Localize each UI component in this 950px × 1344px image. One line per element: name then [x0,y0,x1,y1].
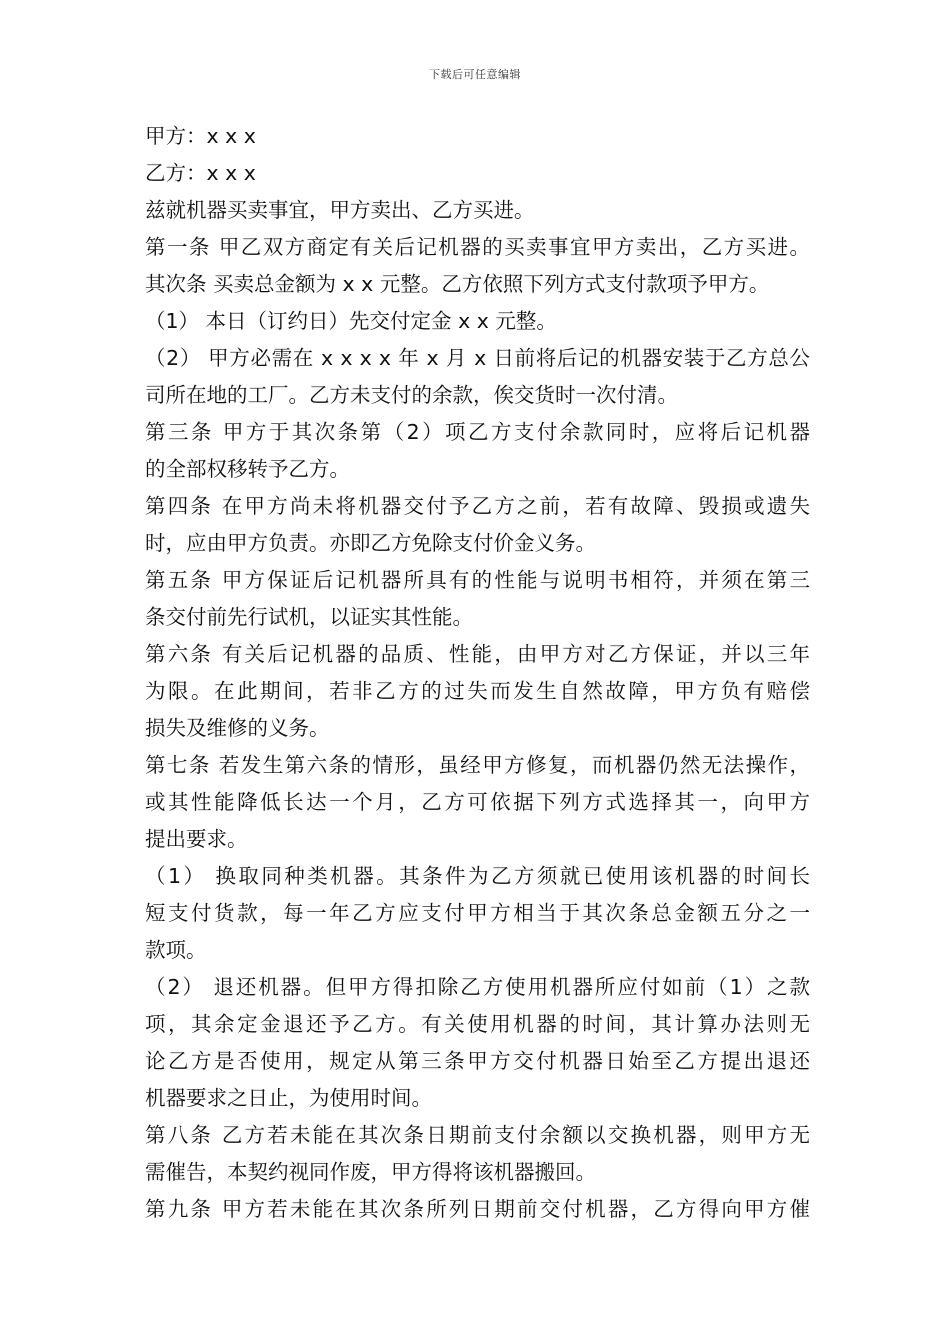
article-6-line-2: 为限。在此期间，若非乙方的过失而发生自然故障，甲方负有赔偿 [145,679,810,703]
party-a-line: 甲方：x x x [145,124,256,148]
article-2-item-1-line: （1） 本日（订约日）先交付定金 x x 元整。 [145,309,557,333]
article-2-item-2-line-2: 司所在地的工厂。乙方未支付的余款，俟交货时一次付清。 [145,383,678,407]
article-7-item-1-line-2: 短支付货款，每一年乙方应支付甲方相当于其次条总金额五分之一 [145,901,810,925]
article-3-line-1: 第三条 甲方于其次条第（2）项乙方支付余款同时，应将后记机器 [145,420,810,444]
article-8-line-1: 第八条 乙方若未能在其次条日期前支付余额以交换机器，则甲方无 [145,1123,810,1147]
article-6-line-3: 损失及维修的义务。 [145,716,330,740]
article-7-line-3: 提出要求。 [145,827,248,851]
preamble-line: 兹就机器买卖事宜，甲方卖出、乙方买进。 [145,198,535,222]
article-7-item-2-line-3: 论乙方是否使用，规定从第三条甲方交付机器日始至乙方提出退还 [145,1049,810,1073]
contract-body [145,118,810,1228]
article-7-item-1-line-3: 款项。 [145,938,207,962]
article-7-item-1-line-1: （1） 换取同种类机器。其条件为乙方须就已使用该机器的时间长 [145,864,810,888]
article-8-line-2: 需催告，本契约视同作废，甲方得将该机器搬回。 [145,1160,596,1184]
article-5-line-2: 条交付前先行试机，以证实其性能。 [145,605,473,629]
article-7-line-1: 第七条 若发生第六条的情形，虽经甲方修复，而机器仍然无法操作， [145,753,810,777]
article-1-line: 第一条 甲乙双方商定有关后记机器的买卖事宜甲方卖出，乙方买进。 [145,235,810,259]
page-header-note: 下载后可任意编辑 [429,68,521,81]
article-6-line-1: 第六条 有关后记机器的品质、性能，由甲方对乙方保证，并以三年 [145,642,810,666]
article-2-line: 其次条 买卖总金额为 x x 元整。乙方依照下列方式支付款项予甲方。 [145,272,770,296]
article-5-line-1: 第五条 甲方保证后记机器所具有的性能与说明书相符，并须在第三 [145,568,810,592]
article-2-item-2-line-1: （2） 甲方必需在 x x x x 年 x 月 x 日前将后记的机器安装于乙方总公 [145,346,810,370]
article-3-line-2: 的全部权移转予乙方。 [145,457,350,481]
article-4-line-1: 第四条 在甲方尚未将机器交付予乙方之前，若有故障、毁损或遗失 [145,494,810,518]
article-9-line-1: 第九条 甲方若未能在其次条所列日期前交付机器，乙方得向甲方催 [145,1197,810,1221]
article-7-item-2-line-2: 项，其余定金退还予乙方。有关使用机器的时间，其计算办法则无 [145,1012,810,1036]
party-b-line: 乙方：x x x [145,161,256,185]
article-4-line-2: 时，应由甲方负责。亦即乙方免除支付价金义务。 [145,531,596,555]
article-7-item-2-line-4: 机器要求之日止，为使用时间。 [145,1086,432,1110]
article-7-line-2: 或其性能降低长达一个月，乙方可依据下列方式选择其一，向甲方 [145,790,810,814]
article-7-item-2-line-1: （2） 退还机器。但甲方得扣除乙方使用机器所应付如前（1）之款 [145,975,810,999]
